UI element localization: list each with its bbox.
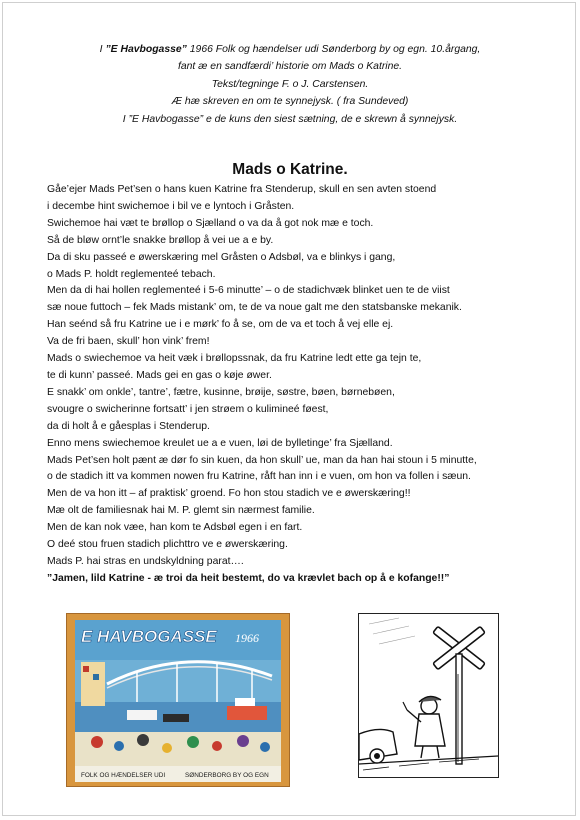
body-line: Va de fri baen, skull’ hon vink’ frem! [47, 336, 210, 348]
header-line-1 [40, 41, 540, 58]
document-header [40, 41, 540, 128]
cover-year: 1966 [235, 631, 259, 645]
cover-title: E HAVBOGASSE [81, 627, 217, 646]
header-book-title: ”E Havbogasse” [105, 44, 187, 55]
story-title: Mads o Katrine. [232, 161, 348, 178]
crossing-sketch-image [358, 613, 499, 778]
body-line: Så de bløw ornt’le snakke brøllop å vei ue a e by. [47, 234, 274, 246]
body-line: Enno mens swiechemoe kreulet ue a e vuen, løi de bylletinge’ fra Sjælland. [47, 437, 393, 449]
body-line: svougre o swicherinne fortsatt’ i jen strøem o kulimineé føest, [47, 403, 329, 415]
cover-footer-left: FOLK OG HÆNDELSER UDI [81, 772, 166, 779]
header-prefix: I [99, 44, 106, 55]
body-line: i decembe hint swichemoe i bil ve e lyntoch i Gråsten. [47, 200, 295, 212]
header-line-4: Æ hæ skreven en om te synnejysk. ( fra Sundeved) [171, 96, 409, 108]
header-line-1-rest: 1966 Folk og hændelser udi Sønderborg by og egn. 10.årgang, [186, 44, 481, 55]
body-line: Mæ olt de familiesnak hai M. P. glemt sin nærmest familie. [47, 505, 315, 517]
book-cover-illustration [67, 614, 289, 786]
body-line: Mads Pet’sen holt pænt æ dør fo sin kuen, da hon skull’ ue, man da han hai stoun i 5 minutte, [47, 454, 477, 466]
body-line: Da di sku passeé e øwerskæring mel Gråsten o Adsbøl, va e blinkys i gang, [47, 251, 396, 263]
body-line: da di holt å e gåesplas i Stenderup. [47, 420, 210, 432]
body-line: o de stadich itt va kommen nowen fru Katrine, råft han inn i e vuen, om hon va follen i sæun. [47, 471, 471, 483]
body-line: Han seénd så fru Katrine ue i e mørk’ fo å se, om de va et toch å vej elle ej. [47, 319, 394, 331]
body-line: te di kunn’ passeé. Mads gei en gas o køje øwer. [47, 369, 272, 381]
book-cover-image [67, 614, 289, 786]
crossing-sketch-drawing [359, 614, 498, 777]
cover-footer-right: SØNDERBORG BY OG EGN [185, 772, 269, 779]
header-line-3: Tekst/tegninge F. o J. Carstensen. [211, 78, 369, 90]
body-line: Men de kan nok væe, han kom te Adsbøl egen i en fart. [47, 522, 303, 534]
body-line: Swichemoe hai væt te brøllop o Sjælland o va da å got nok mæ e toch. [47, 217, 374, 229]
body-line: Mads P. hai stras en undskyldning parat…. [47, 555, 244, 567]
header-line-2: fant æ en sandfærdi’ historie om Mads o Katrine. [177, 61, 403, 73]
body-line: Mads o swiechemoe va heit væk i brøllopssnak, da fru Katrine ledt ette ga tejn te, [47, 353, 422, 365]
story-body [47, 182, 547, 588]
body-line: Men da di hai hollen reglementeé i 5-6 minutte’ – o de stadichvæk blinket uen te de viist [47, 285, 450, 297]
body-line: sæ noue futtoch – fek Mads mistank’ om, te de va noue galt me den statsbanske mekanik. [47, 302, 462, 314]
body-line: o Mads P. holdt reglementeé tebach. [47, 268, 216, 280]
body-line: E snakk’ om onkle’, tantre’, fætre, kusinne, brøije, søstre, bøen, børnebøen, [47, 386, 395, 398]
header-line-5: I ”E Havbogasse” e de kuns den siest sætning, de e skrewn å synnejysk. [122, 113, 458, 125]
body-line: Gåe’ejer Mads Pet’sen o hans kuen Katrine fra Stenderup, skull en sen avten stoend [47, 184, 437, 195]
closing-quote: ”Jamen, lild Katrine - æ troi da heit bestemt, do va krævlet bach op å e kofange!!” [47, 572, 450, 584]
body-line: Men de va hon itt – af praktisk’ groend. Fo hon stou stadich ve e øwerskæring!! [47, 488, 411, 500]
body-line: O deé stou fruen stadich plichttro ve e øwerskæring. [47, 539, 288, 551]
